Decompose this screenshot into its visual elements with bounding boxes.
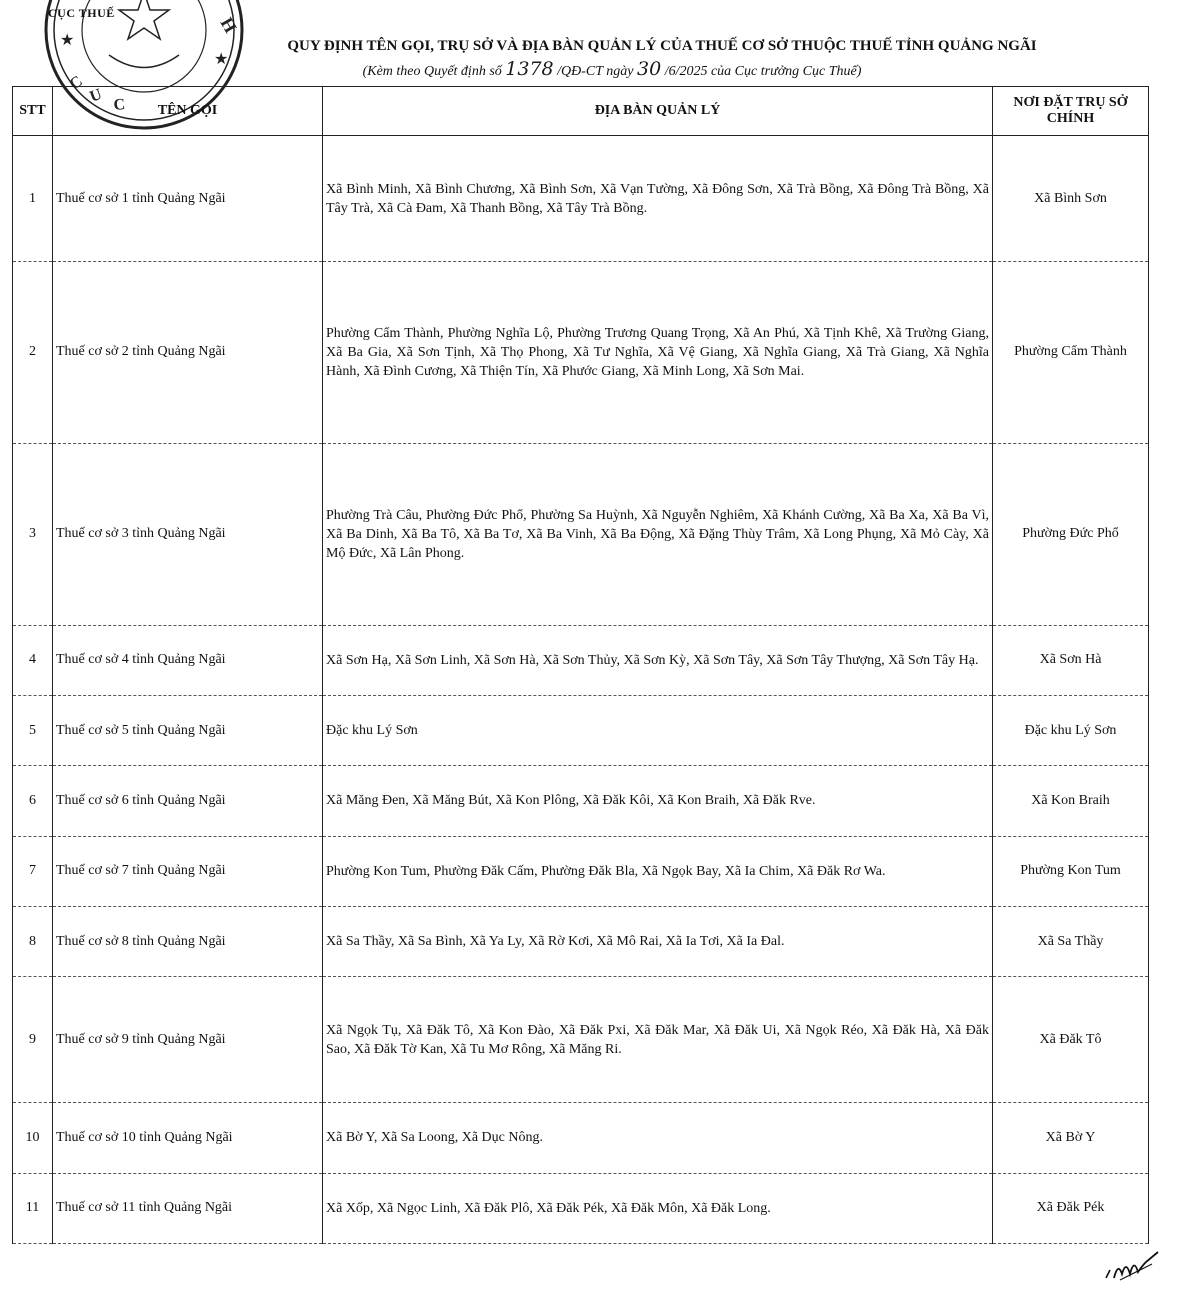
svg-text:C: C <box>112 96 126 114</box>
row-stt: 10 <box>13 1103 53 1173</box>
handwritten-initials-signature <box>1102 1248 1162 1284</box>
row-name: Thuế cơ sở 9 tỉnh Quảng Ngãi <box>53 977 323 1103</box>
table-row <box>13 766 1149 836</box>
table-row <box>13 1103 1149 1173</box>
row-stt: 6 <box>13 766 53 836</box>
table-row <box>13 262 1149 444</box>
subtitle-middle: /QĐ-CT ngày <box>557 64 634 79</box>
row-stt: 3 <box>13 443 53 625</box>
table-row <box>13 443 1149 625</box>
svg-text:C: C <box>66 72 86 94</box>
row-stt: 11 <box>13 1173 53 1243</box>
table-header-row <box>13 87 1149 136</box>
header-headquarters: NƠI ĐẶT TRỤ SỞ CHÍNH <box>993 87 1149 136</box>
row-headquarters: Xã Sơn Hà <box>993 625 1149 695</box>
tax-office-table <box>12 86 1149 1244</box>
row-stt: 1 <box>13 136 53 262</box>
row-name: Thuế cơ sở 3 tỉnh Quảng Ngãi <box>53 443 323 625</box>
row-stt: 7 <box>13 836 53 906</box>
row-stt: 4 <box>13 625 53 695</box>
row-area: Đặc khu Lý Sơn <box>323 695 993 765</box>
row-stt: 5 <box>13 695 53 765</box>
svg-text:H: H <box>216 14 241 37</box>
svg-text:★: ★ <box>214 51 229 68</box>
table-row <box>13 1173 1149 1243</box>
table-row <box>13 136 1149 262</box>
table-row <box>13 836 1149 906</box>
row-name: Thuế cơ sở 6 tỉnh Quảng Ngãi <box>53 766 323 836</box>
row-headquarters: Phường Đức Phổ <box>993 443 1149 625</box>
table-row <box>13 695 1149 765</box>
row-headquarters: Xã Bình Sơn <box>993 136 1149 262</box>
row-area: Xã Sa Thầy, Xã Sa Bình, Xã Ya Ly, Xã Rờ Kơi, Xã Mô Rai, Xã Ia Tơi, Xã Ia Đal. <box>323 906 993 976</box>
document-title: QUY ĐỊNH TÊN GỌI, TRỤ SỞ VÀ ĐỊA BÀN QUẢN LÝ CỦA THUẾ CƠ SỞ THUỘC THUẾ TỈNH QUẢNG NGÃI <box>287 38 1037 54</box>
header-stt: STT <box>13 87 53 136</box>
row-area: Xã Bình Minh, Xã Bình Chương, Xã Bình Sơn, Xã Vạn Tường, Xã Đông Sơn, Xã Trà Bồng, Xã Đông Trà Bồng, Xã Tây Trà, Xã Cà Đam, Xã Thanh Bồng, Xã Tây Trà Bồng. <box>323 136 993 262</box>
row-name: Thuế cơ sở 4 tỉnh Quảng Ngãi <box>53 625 323 695</box>
subtitle-prefix: (Kèm theo Quyết định số <box>362 64 502 79</box>
svg-text:★: ★ <box>60 32 75 49</box>
row-headquarters: Phường Kon Tum <box>993 836 1149 906</box>
row-headquarters: Xã Kon Braih <box>993 766 1149 836</box>
subtitle-suffix: /6/2025 của Cục trưởng Cục Thuế) <box>664 64 862 79</box>
row-name: Thuế cơ sở 8 tỉnh Quảng Ngãi <box>53 906 323 976</box>
row-headquarters: Phường Cẩm Thành <box>993 262 1149 444</box>
header-organization: CỤC THUẾ <box>48 6 115 20</box>
table-row <box>13 906 1149 976</box>
row-headquarters: Xã Bờ Y <box>993 1103 1149 1173</box>
row-area: Phường Kon Tum, Phường Đăk Cấm, Phường Đăk Bla, Xã Ngọk Bay, Xã Ia Chim, Xã Đăk Rơ Wa. <box>323 836 993 906</box>
row-headquarters: Xã Đăk Tô <box>993 977 1149 1103</box>
row-headquarters: Xã Đăk Pék <box>993 1173 1149 1243</box>
header-name: TÊN GỌI <box>53 87 323 136</box>
row-name: Thuế cơ sở 11 tỉnh Quảng Ngãi <box>53 1173 323 1243</box>
svg-text:U: U <box>87 85 105 106</box>
row-headquarters: Đặc khu Lý Sơn <box>993 695 1149 765</box>
row-area: Xã Ngọk Tụ, Xã Đăk Tô, Xã Kon Đào, Xã Đăk Pxi, Xã Đăk Mar, Xã Đăk Ui, Xã Ngọk Réo, Xã Đăk Hà, Xã Đăk Sao, Xã Đăk Tờ Kan, Xã Tu Mơ Rông, Xã Măng Ri. <box>323 977 993 1103</box>
row-name: Thuế cơ sở 2 tỉnh Quảng Ngãi <box>53 262 323 444</box>
header-area: ĐỊA BÀN QUẢN LÝ <box>323 87 993 136</box>
row-name: Thuế cơ sở 7 tỉnh Quảng Ngãi <box>53 836 323 906</box>
row-area: Xã Bờ Y, Xã Sa Loong, Xã Dục Nông. <box>323 1103 993 1173</box>
document-subtitle <box>172 58 1052 80</box>
row-stt: 8 <box>13 906 53 976</box>
row-area: Phường Trà Câu, Phường Đức Phổ, Phường Sa Huỳnh, Xã Nguyễn Nghiêm, Xã Khánh Cường, Xã Ba Xa, Xã Ba Vì, Xã Ba Dinh, Xã Ba Tô, Xã Ba Tơ, Xã Ba Vinh, Xã Ba Động, Xã Đặng Thùy Trâm, Xã Long Phụng, Xã Mỏ Cày, Xã Mộ Đức, Xã Lân Phong. <box>323 443 993 625</box>
row-area: Xã Xốp, Xã Ngọc Linh, Xã Đăk Plô, Xã Đăk Pék, Xã Đăk Môn, Xã Đăk Long. <box>323 1173 993 1243</box>
row-stt: 9 <box>13 977 53 1103</box>
row-area: Phường Cẩm Thành, Phường Nghĩa Lộ, Phường Trương Quang Trọng, Xã An Phú, Xã Tịnh Khê, Xã Trường Giang, Xã Ba Gia, Xã Sơn Tịnh, Xã Thọ Phong, Xã Tư Nghĩa, Xã Vệ Giang, Xã Nghĩa Giang, Xã Trà Giang, Xã Nghĩa Hành, Xã Đình Cương, Xã Thiện Tín, Xã Phước Giang, Xã Minh Long, Xã Sơn Mai. <box>323 262 993 444</box>
decision-number-handwritten: 1378 <box>505 58 554 80</box>
row-name: Thuế cơ sở 1 tỉnh Quảng Ngãi <box>53 136 323 262</box>
table-body <box>13 136 1149 1244</box>
decision-day-handwritten: 30 <box>637 58 662 80</box>
table-row <box>13 977 1149 1103</box>
row-area: Xã Sơn Hạ, Xã Sơn Linh, Xã Sơn Hà, Xã Sơn Thủy, Xã Sơn Kỳ, Xã Sơn Tây, Xã Sơn Tây Thượng, Xã Sơn Tây Hạ. <box>323 625 993 695</box>
row-name: Thuế cơ sở 5 tỉnh Quảng Ngãi <box>53 695 323 765</box>
row-area: Xã Măng Đen, Xã Măng Bút, Xã Kon Plông, Xã Đăk Kôi, Xã Kon Braih, Xã Đăk Rve. <box>323 766 993 836</box>
row-name: Thuế cơ sở 10 tỉnh Quảng Ngãi <box>53 1103 323 1173</box>
row-headquarters: Xã Sa Thầy <box>993 906 1149 976</box>
table-row <box>13 625 1149 695</box>
row-stt: 2 <box>13 262 53 444</box>
